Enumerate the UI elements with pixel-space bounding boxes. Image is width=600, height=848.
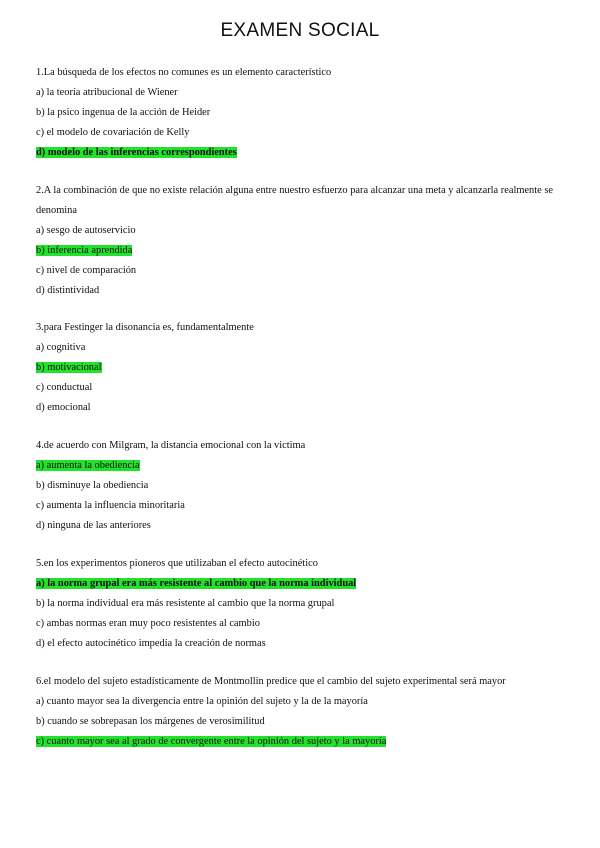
option-d: d) ninguna de las anteriores xyxy=(36,520,151,531)
option-c: c) conductual xyxy=(36,382,93,393)
option-b: b) la norma individual era más resistente al cambio que la norma grupal xyxy=(36,598,335,609)
option-b-correct: b) motivacional xyxy=(36,362,102,373)
question-stem: 2.A la combinación de que no existe relación alguna entre nuestro esfuerzo para alcanzar una meta y alcanzarla realmente se denomina xyxy=(36,185,553,216)
option-d: d) distintividad xyxy=(36,285,100,296)
question-stem: 6.el modelo del sujeto estadísticamente de Montmollin predice que el cambio del sujeto experimental será mayor xyxy=(36,676,506,687)
option-a-correct: a) la norma grupal era más resistente al cambio que la norma individual xyxy=(36,578,357,589)
option-d-correct: d) modelo de las inferencias correspondientes xyxy=(36,147,237,158)
option-b: b) cuando se sobrepasan los márgenes de verosimilitud xyxy=(36,716,265,727)
option-c: c) ambas normas eran muy poco resistentes al cambio xyxy=(36,618,260,629)
option-a: a) la teoría atribucional de Wiener xyxy=(36,87,178,98)
question-stem: 3.para Festinger la disonancia es, fundamentalmente xyxy=(36,322,254,333)
question-4 xyxy=(36,436,576,536)
question-3 xyxy=(36,318,576,418)
question-2 xyxy=(36,181,576,301)
option-a: a) sesgo de autoservicio xyxy=(36,225,136,236)
question-1 xyxy=(36,63,576,163)
option-a: a) cuanto mayor sea la divergencia entre la opinión del sujeto y la de la mayoría xyxy=(36,696,368,707)
question-5 xyxy=(36,554,576,654)
option-b: b) la psico ingenua de la acción de Heider xyxy=(36,107,211,118)
option-d: d) emocional xyxy=(36,402,91,413)
question-6 xyxy=(36,672,576,752)
option-b-correct: b) inferencia aprendida xyxy=(36,245,133,256)
option-b: b) disminuye la obediencia xyxy=(36,480,149,491)
question-stem: 4.de acuerdo con Milgram, la distancia emocional con la victima xyxy=(36,440,306,451)
option-c: c) nivel de comparación xyxy=(36,265,137,276)
option-a-correct: a) aumenta la obediencia xyxy=(36,460,140,471)
question-stem: 1.La búsqueda de los efectos no comunes es un elemento característico xyxy=(36,67,332,78)
option-a: a) cognitiva xyxy=(36,342,86,353)
page-title: EXAMEN SOCIAL xyxy=(220,20,380,41)
option-c: c) aumenta la influencia minoritaria xyxy=(36,500,185,511)
option-c: c) el modelo de covariación de Kelly xyxy=(36,127,190,138)
option-c-correct: c) cuanto mayor sea al grado de convergente entre la opinión del sujeto y la mayoría xyxy=(36,736,387,747)
question-stem: 5.en los experimentos pioneros que utilizaban el efecto autocinético xyxy=(36,558,318,569)
option-d: d) el efecto autocinético impedía la creación de normas xyxy=(36,638,266,649)
